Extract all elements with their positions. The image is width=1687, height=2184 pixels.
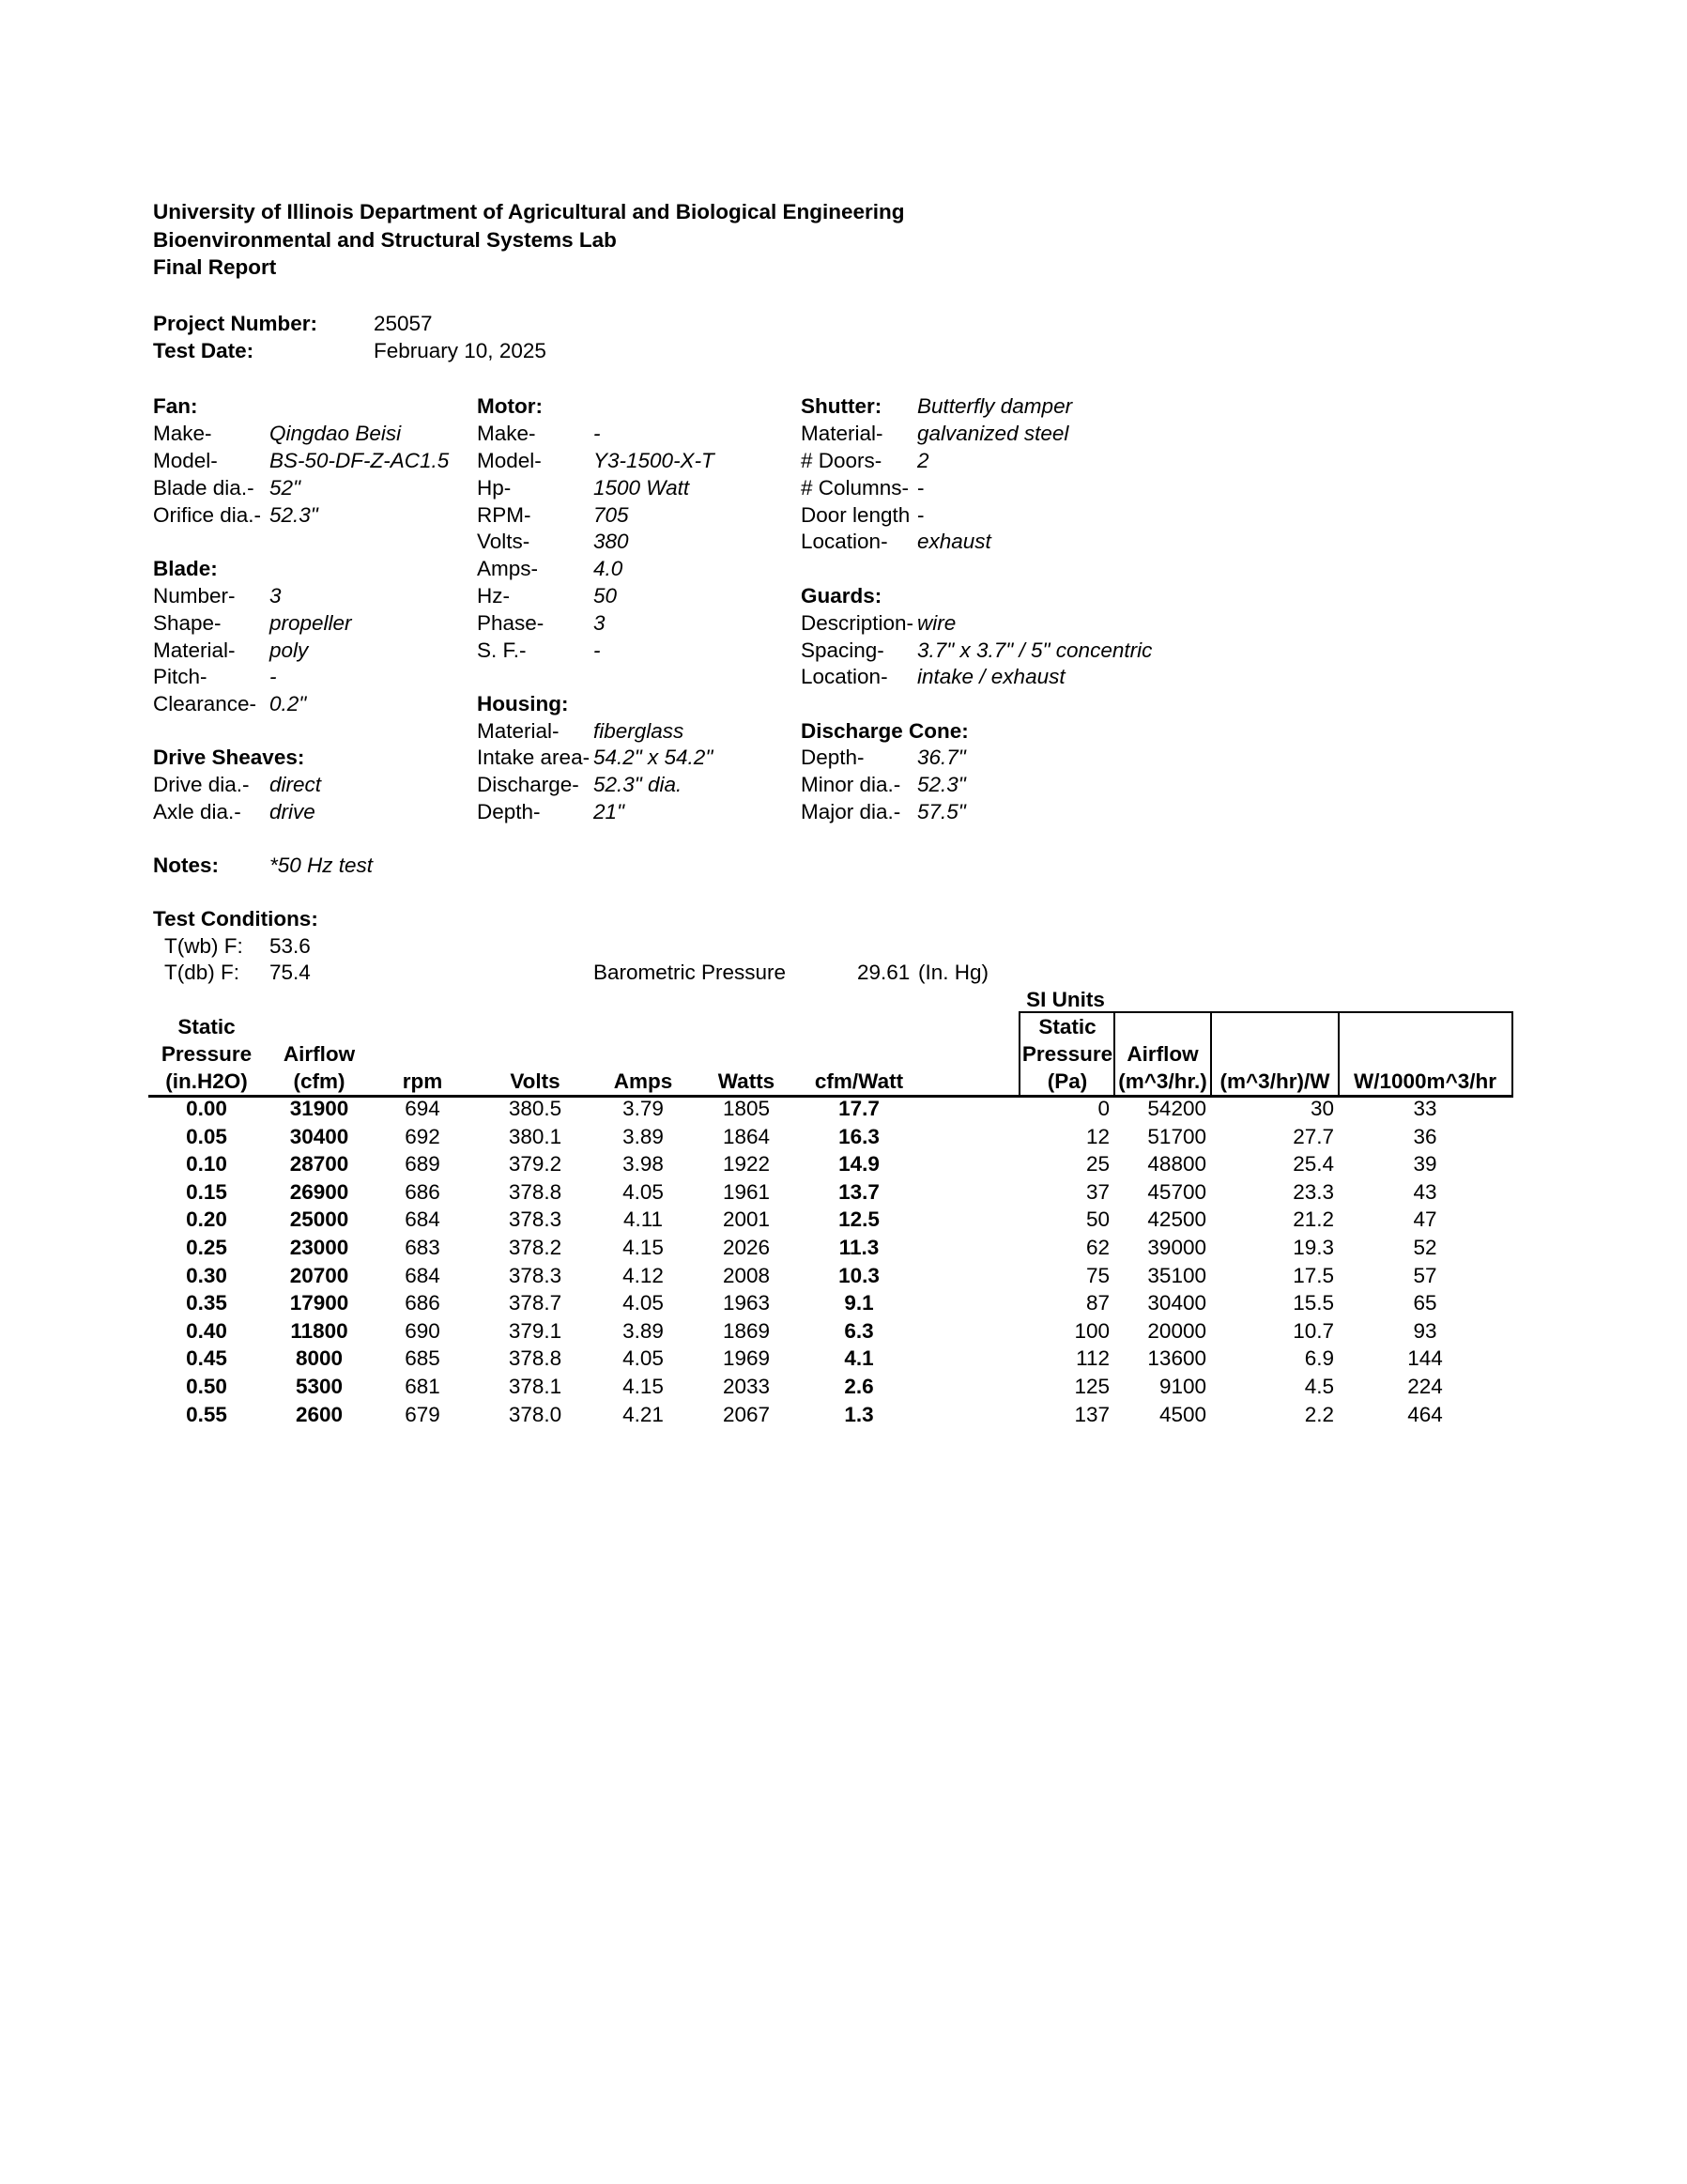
motor-field-value: 50: [593, 584, 618, 608]
cell-static-pressure: 0.55: [186, 1402, 227, 1426]
cell-amps: 4.15: [622, 1375, 664, 1398]
shutter-field-value: -: [917, 503, 925, 527]
housing-field-value: fiberglass: [593, 719, 684, 743]
blade-field-label: Pitch-: [153, 665, 207, 688]
cell-amps: 3.89: [622, 1124, 664, 1148]
cell-si-airflow: 48800: [1147, 1152, 1206, 1177]
cell-amps: 4.05: [622, 1346, 664, 1371]
cell-volts: 378.2: [508, 1236, 562, 1259]
cell-si-static-pressure: 112: [1076, 1346, 1110, 1371]
cell-si-airflow: 30400: [1147, 1291, 1206, 1315]
cell-si-static-pressure: 0: [1097, 1097, 1110, 1120]
guards-field-label: Spacing-: [801, 638, 884, 662]
cell-si-watts-per-volume: 39: [1413, 1152, 1437, 1177]
cell-si-static-pressure: 12: [1085, 1124, 1110, 1148]
shutter-field-label: Location-: [801, 530, 888, 553]
motor-field-label: Hz-: [477, 584, 510, 608]
blade-field-label: Shape-: [153, 611, 222, 635]
cell-static-pressure: 0.30: [186, 1263, 227, 1287]
cell-si-airflow: 9100: [1158, 1375, 1206, 1398]
cell-cfm-per-watt: 11.3: [838, 1236, 880, 1259]
test-date: February 10, 2025: [374, 339, 546, 362]
cell-si-airflow: 13600: [1147, 1346, 1206, 1371]
cell-static-pressure: 0.10: [186, 1152, 227, 1177]
cell-cfm-per-watt: 2.6: [844, 1375, 874, 1398]
shutter-field-value: 2: [917, 449, 929, 472]
cell-si-watts-per-volume: 47: [1413, 1207, 1437, 1232]
cell-volts: 378.0: [508, 1402, 562, 1426]
cell-si-watts-per-volume: 36: [1413, 1124, 1437, 1148]
header-si-static-pressure: Static: [1038, 1015, 1097, 1038]
motor-field-value: 1500 Watt: [593, 476, 690, 500]
cell-rpm: 683: [405, 1236, 440, 1259]
cell-rpm: 692: [405, 1124, 440, 1148]
cell-volts: 378.3: [508, 1263, 562, 1287]
cell-si-static-pressure: 125: [1074, 1375, 1110, 1398]
cell-si-efficiency: 23.3: [1293, 1179, 1334, 1204]
cell-si-watts-per-volume: 464: [1407, 1402, 1443, 1426]
cell-volts: 379.2: [508, 1152, 562, 1177]
cell-si-watts-per-volume: 65: [1413, 1291, 1437, 1315]
motor-field-value: -: [593, 638, 601, 662]
notes-label: Notes:: [153, 854, 220, 877]
cone-field-value: 52.3": [917, 773, 966, 796]
cell-airflow: 25000: [289, 1207, 349, 1232]
cell-si-static-pressure: 100: [1074, 1318, 1110, 1343]
cell-rpm: 686: [405, 1291, 440, 1315]
cone-field-label: Minor dia.-: [801, 773, 901, 796]
header-si-static-pressure: Pressure: [1021, 1042, 1113, 1066]
cell-volts: 378.1: [508, 1375, 562, 1398]
cell-watts: 1969: [722, 1346, 771, 1371]
motor-field-value: -: [593, 422, 601, 445]
cell-si-efficiency: 30: [1310, 1097, 1334, 1120]
cell-si-watts-per-volume: 43: [1413, 1179, 1437, 1204]
shutter-field-value: exhaust: [917, 530, 991, 553]
header-static-pressure: (in.H2O): [165, 1069, 248, 1093]
cell-airflow: 5300: [295, 1375, 344, 1398]
motor-field-label: Model-: [477, 449, 542, 472]
housing-field-value: 54.2" x 54.2": [593, 746, 713, 769]
housing-field-label: Discharge-: [477, 773, 579, 796]
cell-cfm-per-watt: 6.3: [844, 1318, 874, 1343]
cell-static-pressure: 0.35: [186, 1291, 227, 1315]
cell-watts: 1869: [722, 1318, 771, 1343]
drive-field-label: Drive dia.-: [153, 773, 250, 796]
header-airflow: Airflow: [283, 1042, 356, 1066]
header-volts: Volts: [510, 1069, 560, 1093]
cell-volts: 379.1: [508, 1318, 562, 1343]
cell-cfm-per-watt: 16.3: [838, 1124, 880, 1148]
guards-field-value: wire: [917, 611, 957, 635]
cell-cfm-per-watt: 12.5: [838, 1207, 880, 1232]
cell-rpm: 689: [405, 1152, 440, 1177]
header-si-efficiency: (m^3/hr)/W: [1219, 1069, 1330, 1093]
housing-heading: Housing:: [477, 692, 569, 715]
cell-airflow: 26900: [289, 1179, 349, 1204]
fan-field-value: BS-50-DF-Z-AC1.5: [269, 449, 450, 472]
blade-field-value: propeller: [269, 611, 352, 635]
motor-field-value: 3: [593, 611, 606, 635]
drive-field-label: Axle dia.-: [153, 800, 241, 823]
cell-rpm: 684: [405, 1207, 440, 1232]
guards-field-value: 3.7" x 3.7" / 5" concentric: [917, 638, 1153, 662]
cell-si-efficiency: 25.4: [1293, 1152, 1334, 1177]
cell-airflow: 23000: [289, 1236, 349, 1259]
tdb-label: T(db) F:: [164, 961, 240, 984]
cell-si-airflow: 4500: [1158, 1402, 1206, 1426]
cell-si-efficiency: 2.2: [1304, 1402, 1334, 1426]
cell-rpm: 685: [405, 1346, 440, 1371]
baro-label: Barometric Pressure: [593, 961, 787, 984]
cell-airflow: 28700: [289, 1152, 349, 1177]
housing-field-label: Material-: [477, 719, 560, 743]
cell-airflow: 8000: [295, 1346, 344, 1371]
cell-airflow: 2600: [295, 1402, 344, 1426]
si-header-divider: [1019, 1011, 1020, 1096]
drive-field-value: drive: [269, 800, 315, 823]
cell-static-pressure: 0.40: [186, 1318, 227, 1343]
cell-static-pressure: 0.15: [186, 1179, 227, 1204]
cell-watts: 1922: [722, 1152, 771, 1177]
housing-field-label: Intake area-: [477, 746, 590, 769]
blade-field-value: -: [269, 665, 277, 688]
cell-airflow: 20700: [289, 1263, 349, 1287]
cell-si-airflow: 42500: [1147, 1207, 1206, 1232]
project-number-label: Project Number:: [153, 312, 318, 335]
cell-si-static-pressure: 50: [1085, 1207, 1110, 1232]
cell-amps: 3.98: [622, 1152, 664, 1177]
motor-field-label: Amps-: [477, 557, 539, 580]
cell-cfm-per-watt: 9.1: [844, 1291, 874, 1315]
cell-watts: 1963: [722, 1291, 771, 1315]
cell-cfm-per-watt: 13.7: [838, 1179, 880, 1204]
cell-si-efficiency: 17.5: [1293, 1263, 1334, 1287]
guards-field-label: Location-: [801, 665, 888, 688]
cone-field-value: 36.7": [917, 746, 966, 769]
motor-field-value: Y3-1500-X-T: [593, 449, 714, 472]
fan-field-label: Model-: [153, 449, 218, 472]
guards-field-value: intake / exhaust: [917, 665, 1066, 688]
cell-airflow: 30400: [289, 1124, 349, 1148]
fan-field-value: Qingdao Beisi: [269, 422, 402, 445]
cell-si-static-pressure: 137: [1074, 1402, 1110, 1426]
housing-field-value: 21": [593, 800, 625, 823]
cell-watts: 2067: [722, 1402, 771, 1426]
motor-field-label: RPM-: [477, 503, 531, 527]
cell-amps: 4.12: [622, 1263, 664, 1287]
cell-si-static-pressure: 75: [1085, 1263, 1110, 1287]
si-header-divider: [1210, 1011, 1212, 1096]
cell-si-airflow: 35100: [1147, 1263, 1206, 1287]
cell-rpm: 684: [405, 1263, 440, 1287]
cell-volts: 378.3: [508, 1207, 562, 1232]
fan-field-label: Blade dia.-: [153, 476, 254, 500]
guards-field-label: Description-: [801, 611, 914, 635]
cell-si-airflow: 51700: [1147, 1124, 1206, 1148]
cell-rpm: 681: [405, 1375, 440, 1398]
cell-watts: 2001: [722, 1207, 771, 1232]
shutter-type: Butterfly damper: [917, 394, 1073, 418]
cell-volts: 378.8: [508, 1346, 562, 1371]
baro-value: 29.61: [857, 961, 911, 984]
cell-si-airflow: 45700: [1147, 1179, 1206, 1204]
cell-airflow: 31900: [289, 1097, 349, 1120]
project-number: 25057: [374, 312, 433, 335]
shutter-field-value: -: [917, 476, 925, 500]
motor-field-value: 4.0: [593, 557, 623, 580]
cone-field-value: 57.5": [917, 800, 966, 823]
si-header-divider: [1113, 1011, 1115, 1096]
si-header-divider: [1511, 1011, 1513, 1096]
header-si-watts-per-volume: W/1000m^3/hr: [1354, 1069, 1496, 1093]
cone-field-label: Depth-: [801, 746, 865, 769]
blade-heading: Blade:: [153, 557, 218, 580]
fan-heading: Fan:: [153, 394, 198, 418]
test-date-label: Test Date:: [153, 339, 254, 362]
cell-cfm-per-watt: 4.1: [844, 1346, 874, 1371]
report-header-title: Final Report: [153, 255, 277, 279]
conditions-heading: Test Conditions:: [153, 907, 318, 931]
cell-si-watts-per-volume: 224: [1407, 1375, 1443, 1398]
drive-heading: Drive Sheaves:: [153, 746, 305, 769]
header-si-airflow: Airflow: [1127, 1042, 1199, 1066]
cell-rpm: 694: [405, 1097, 440, 1120]
cell-watts: 2026: [722, 1236, 771, 1259]
si-header-top-border: [1019, 1011, 1513, 1013]
report-header-institution: University of Illinois Department of Agricultural and Biological Engineering: [153, 200, 905, 223]
cell-airflow: 11800: [290, 1318, 348, 1343]
shutter-field-label: # Doors-: [801, 449, 882, 472]
cell-amps: 4.05: [622, 1291, 664, 1315]
cell-amps: 4.05: [622, 1179, 664, 1204]
shutter-field-value: galvanized steel: [917, 422, 1069, 445]
fan-field-label: Orifice dia.-: [153, 503, 262, 527]
drive-field-value: direct: [269, 773, 322, 796]
housing-field-label: Depth-: [477, 800, 541, 823]
twb-label: T(wb) F:: [164, 934, 243, 958]
baro-unit: (In. Hg): [918, 961, 989, 984]
cell-static-pressure: 0.20: [186, 1207, 227, 1232]
cell-rpm: 679: [405, 1402, 440, 1426]
motor-field-label: Volts-: [477, 530, 530, 553]
report-header-lab: Bioenvironmental and Structural Systems Lab: [153, 228, 617, 252]
cell-si-efficiency: 6.9: [1304, 1346, 1334, 1371]
cell-si-airflow: 54200: [1147, 1097, 1206, 1120]
si-header-divider: [1338, 1011, 1340, 1096]
shutter-heading: Shutter:: [801, 394, 882, 418]
fan-field-label: Make-: [153, 422, 212, 445]
cell-watts: 1805: [722, 1097, 771, 1120]
si-units-label: SI Units: [1026, 988, 1105, 1011]
cell-watts: 2033: [722, 1375, 771, 1398]
blade-field-label: Material-: [153, 638, 236, 662]
cell-si-watts-per-volume: 52: [1413, 1236, 1437, 1259]
blade-field-value: poly: [269, 638, 309, 662]
cell-si-airflow: 39000: [1147, 1236, 1206, 1259]
notes-value: *50 Hz test: [269, 854, 374, 877]
cell-si-efficiency: 4.5: [1304, 1375, 1334, 1398]
cell-si-static-pressure: 25: [1085, 1152, 1110, 1177]
cell-si-efficiency: 10.7: [1293, 1318, 1334, 1343]
header-static-pressure: Pressure: [161, 1042, 253, 1066]
cell-rpm: 686: [405, 1179, 440, 1204]
shutter-field-label: Material-: [801, 422, 883, 445]
blade-field-label: Clearance-: [153, 692, 257, 715]
blade-field-label: Number-: [153, 584, 236, 608]
cell-volts: 380.5: [508, 1097, 562, 1120]
header-static-pressure: Static: [177, 1015, 236, 1038]
cell-cfm-per-watt: 10.3: [838, 1263, 880, 1287]
cell-watts: 2008: [722, 1263, 771, 1287]
housing-field-value: 52.3" dia.: [593, 773, 682, 796]
header-watts: Watts: [717, 1069, 775, 1093]
header-amps: Amps: [613, 1069, 673, 1093]
cell-static-pressure: 0.45: [186, 1346, 227, 1371]
cell-static-pressure: 0.50: [186, 1375, 227, 1398]
cell-volts: 378.8: [508, 1179, 562, 1204]
cell-cfm-per-watt: 17.7: [838, 1097, 880, 1120]
cone-field-label: Major dia.-: [801, 800, 901, 823]
cell-watts: 1961: [722, 1179, 771, 1204]
cell-si-watts-per-volume: 144: [1407, 1346, 1443, 1371]
header-si-static-pressure: (Pa): [1047, 1069, 1088, 1093]
fan-field-value: 52.3": [269, 503, 318, 527]
cell-rpm: 690: [405, 1318, 440, 1343]
header-cfm-per-watt: cfm/Watt: [814, 1069, 904, 1093]
motor-field-label: Hp-: [477, 476, 512, 500]
header-si-airflow: (m^3/hr.): [1118, 1069, 1207, 1093]
fan-field-value: 52": [269, 476, 301, 500]
cell-amps: 4.21: [622, 1402, 664, 1426]
cell-static-pressure: 0.05: [186, 1124, 227, 1148]
cell-si-static-pressure: 87: [1085, 1291, 1110, 1315]
cell-si-watts-per-volume: 93: [1413, 1318, 1437, 1343]
cell-amps: 4.15: [622, 1236, 664, 1259]
cell-si-airflow: 20000: [1147, 1318, 1206, 1343]
cell-si-efficiency: 15.5: [1293, 1291, 1334, 1315]
cell-si-efficiency: 19.3: [1293, 1236, 1334, 1259]
shutter-field-label: # Columns-: [801, 476, 910, 500]
header-airflow: (cfm): [293, 1069, 345, 1093]
blade-field-value: 0.2": [269, 692, 307, 715]
cell-static-pressure: 0.00: [186, 1097, 227, 1120]
guards-heading: Guards:: [801, 584, 882, 608]
cell-static-pressure: 0.25: [186, 1236, 227, 1259]
cell-volts: 380.1: [508, 1124, 562, 1148]
cell-airflow: 17900: [289, 1291, 349, 1315]
cell-cfm-per-watt: 1.3: [844, 1402, 874, 1426]
cell-amps: 3.79: [622, 1097, 664, 1120]
tdb-value: 75.4: [269, 961, 311, 984]
cell-si-efficiency: 21.2: [1293, 1207, 1334, 1232]
motor-field-label: Make-: [477, 422, 536, 445]
twb-value: 53.6: [269, 934, 311, 958]
motor-field-value: 705: [593, 503, 629, 527]
cell-amps: 3.89: [622, 1318, 664, 1343]
motor-heading: Motor:: [477, 394, 543, 418]
cell-watts: 1864: [722, 1124, 771, 1148]
cell-si-watts-per-volume: 33: [1413, 1097, 1437, 1120]
blade-field-value: 3: [269, 584, 282, 608]
cone-heading: Discharge Cone:: [801, 719, 969, 743]
cell-si-watts-per-volume: 57: [1413, 1263, 1437, 1287]
cell-cfm-per-watt: 14.9: [838, 1152, 880, 1177]
cell-amps: 4.11: [622, 1207, 664, 1232]
motor-field-label: Phase-: [477, 611, 544, 635]
cell-volts: 378.7: [508, 1291, 562, 1315]
motor-field-label: S. F.-: [477, 638, 527, 662]
motor-field-value: 380: [593, 530, 629, 553]
cell-si-efficiency: 27.7: [1293, 1124, 1334, 1148]
cell-si-static-pressure: 37: [1085, 1179, 1110, 1204]
header-rpm: rpm: [402, 1069, 443, 1093]
cell-si-static-pressure: 62: [1085, 1236, 1110, 1259]
shutter-field-label: Door length: [801, 503, 911, 527]
